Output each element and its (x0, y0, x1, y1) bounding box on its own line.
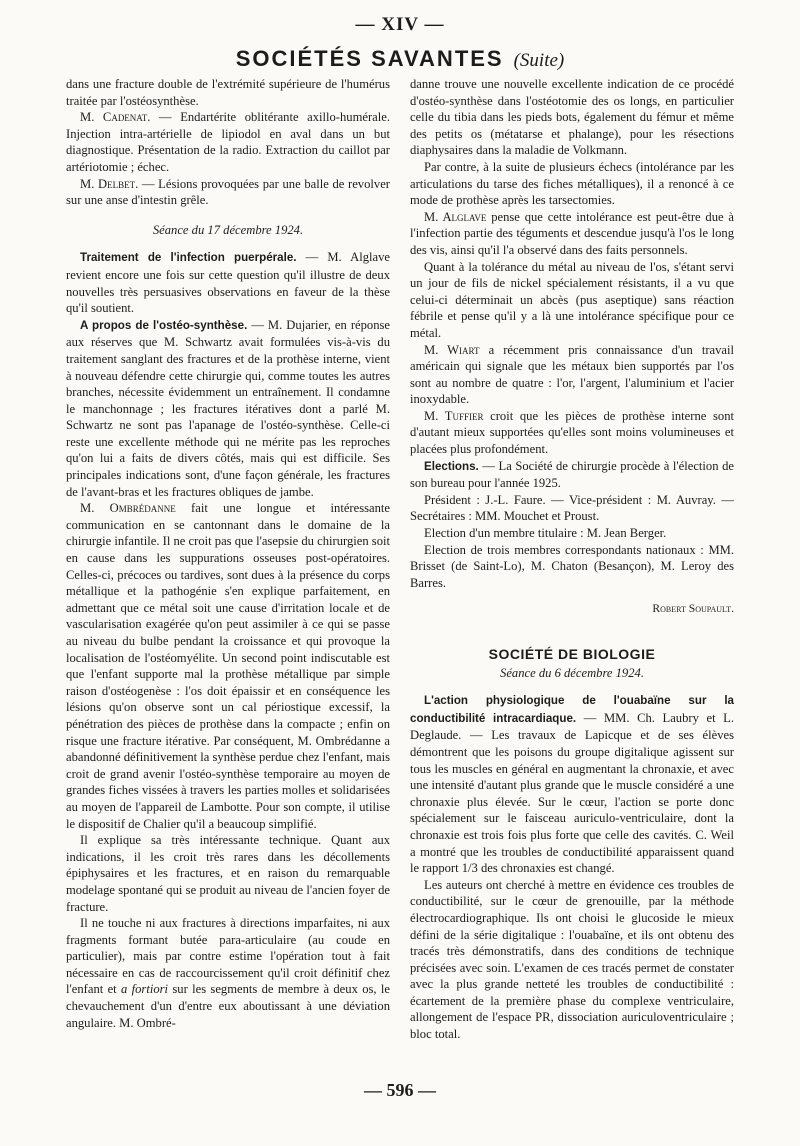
run-in-heading: Traitement de l'infection puerpérale. (80, 251, 297, 265)
paragraph: Les auteurs ont cherché à mettre en évidence ces troubles de conductibilité, sur le cœur de grenouille, par la méthode électrocardiographique. Ils ont choisi le glucoside le mieux défini de la série digitalique : l'ouabaïne, et ils ont obtenu des tracés très démonstratifs, dans des conditions de technique précisées avec soin. L'examen de ces tracés permet de constater avec la plus grande netteté les troubles de conductibilité : écartement de la première phase du complexe ventriculaire, allongement de l'espace PR, dissociation auriculoventriculaire ; bloc total. (410, 877, 734, 1042)
paragraph-elections (410, 458, 734, 492)
paragraph-text: — M. Alglave revient encore une fois sur cette question qu'il illustre de deux nouvelles très persuasives observations en faveur de la thèse qu'il soutient. (66, 250, 390, 316)
run-in-heading: A propos de l'ostéo-synthèse. (80, 318, 248, 332)
section-title: SOCIÉTÉ DE BIOLOGIE (488, 646, 656, 662)
paragraph-text: pense que cette intolérance est peut-être due à l'infection partie des téguments et descendue jusqu'à l'os le long des vis, ainsi qu'il l'a observé dans des faits personnels. (410, 209, 735, 257)
speaker-name: M. Ombrédanne (80, 501, 176, 516)
paragraph-wiart (410, 342, 734, 408)
left-column (66, 76, 390, 1031)
paragraph-text: fait une longue et intéressante communication en se cantonnant dans le domaine de la chirurgie infantile. Il ne croit pas que l'asepsie du chirurgien soit en cause dans les suppurations osseuses post-opératoires. Celles-ci, précoces ou tardives, sont dues à la présence du corps métallique et la pathogénie s'en explique parfaitement, en admettant que ce métal soit une cause d'irritation locale et de vascularisation exagérée qu'on peut assimiler à ce qui se passe au niveau du bulbe pendant la croissance et qui provoque la localisation de l'ostéomyélite. Un second point indiscutable est que l'enfant supporte mal la prothèse métallique par simple raison d'ostéogenèse : l'os doit épaissir et en conséquence les lésions qu'on observe sont un cal périostique excessif, la pénétration des pièces de prothèse dans la compacte ; enfin on risque une fracture itérative. Par conséquent, M. Ombrédanne a abandonné définitivement la synthèse perdue chez l'enfant, mais croit de grand avenir l'ostéo-synthèse temporaire au moyen de grandes fiches vissées à travers les parties molles et solidarisées au moyen de l'appareil de Lambotte. Pour son compte, il utilise le dispositif de Chalier qu'il a beaucoup simplifié. (66, 501, 390, 831)
page-number: — 596 — (364, 1080, 436, 1100)
paragraph-text: — La Société de chirurgie procède à l'élection de son bureau pour l'année 1925. (410, 458, 734, 491)
paragraph-text: — MM. Ch. Laubry et L. Deglaude. — Les travaux de Lapicque et de ses élèves démontrent que les poisons du groupe digitalique agissent sur tous les muscles en général en augmentant la chronaxie, et avec une intensité d'autant plus grande que le muscle considéré a une chronaxie plus élevée. Sur le cœur, l'action se porte donc spécialement sur le faisceau auriculo-ventriculaire, dont la chronaxie est trois fois plus forte que celle des cavités. C. Weil a montré que les troubles de conductibilité apparaissent quand le rapport 1/3 des chronaxies est changé. (410, 710, 735, 876)
paragraph-tuffier (410, 408, 734, 458)
paragraph-cadenat (66, 109, 390, 175)
paragraph: Quant à la tolérance du métal au niveau de l'os, s'étant servi un jour de fils de nickel spécialement résistants, il a vu que celui-ci déterminait un abcès (pus aseptique) sans réaction fébrile et pense qu'il y a là une intolérance spécifique pour ce métal. (410, 259, 734, 340)
paragraph-text: sur les segments de membre à deux os, le chevauchement d'un d'entre eux aboutissant à une déviation angulaire. M. Ombré- (66, 982, 390, 1030)
speaker-name: M. Delbet. (80, 176, 139, 191)
paragraph-titulaire: Election d'un membre titulaire : M. Jean Berger. (424, 526, 667, 541)
run-in-heading: L'action physiologique de l'ouabaïne sur la conductibilité intracardiaque. (410, 694, 734, 725)
author-signature: Robert Soupault. (652, 602, 734, 616)
paragraph-alglave (410, 209, 734, 259)
paragraph: Par contre, à la suite de plusieurs échecs (intolérance par les articulations du tarse des fiches métalliques), il a renoncé à ce mode de prothèse après les tarsectomies. (410, 159, 734, 208)
paragraph-correspondants: Election de trois membres correspondants nationaux : MM. Brisset (de Saint-Lo), M. Chaton (Besançon), M. Leroy des Barres. (410, 542, 734, 590)
paragraph: dans une fracture double de l'extrémité supérieure de l'humérus traitée par l'ostéosynthèse. (66, 77, 390, 108)
paragraph-ouabaine (410, 692, 734, 877)
paragraph-text: — Lésions provoquées par une balle de revolver sur une anse d'intestin grêle. (66, 176, 390, 208)
speaker-name: M. Cadenat. (80, 110, 151, 125)
session-date: Séance du 17 décembre 1924. (152, 222, 304, 237)
header-title: SOCIÉTÉS SAVANTES (235, 46, 504, 71)
page-roman-numeral: — XIV — (355, 14, 445, 35)
run-in-heading: Elections. (424, 459, 479, 473)
header-suite: (Suite) (513, 50, 565, 71)
speaker-name: M. Tuffier (424, 408, 484, 423)
paragraph-text: croit que les pièces de prothèse interne sont d'autant mieux supportées qu'elles sont moins volumineuses et placées plus profondément. (410, 408, 734, 457)
paragraph-osteosynthese (66, 317, 390, 501)
paragraph-text: — M. Dujarier, en réponse aux réserves que M. Schwartz avait formulées vis-à-vis du traitement sanglant des fractures et de la prothèse interne, vient à nouveau défendre cette chirurgie qui, comme toutes les autres branches, nécessite évidemment un entraînement. Il condamne le manchonnage ; les fractures itératives dont a parlé M. Schwartz ne sont pas l'apanage de l'ostéo-synthèse. Celle-ci reste une excellente méthode qui ne mérite pas les reproches qu'on lui a faits de divers côtés, mais qui est difficile. Ses principales indications sont, d'une façon générale, les fractures de l'avant-bras et les fractures obliques de jambe. (66, 317, 390, 499)
paragraph-text: a récemment pris connaissance d'un travail américain qui signale que les métaux bien supportés par l'os sont au nombre de quatre : l'or, l'argent, l'aluminium et l'acier inoxydable. (410, 342, 734, 407)
paragraph: Il explique sa très intéressante technique. Quant aux indications, il les croit très rares dans les décollements épiphysaires et les fractures, et en raison du remarquable modelage spontané qui se produit au niveau de l'ancien foyer de fracture. (66, 833, 390, 914)
speaker-name: M. Wiart (424, 342, 480, 357)
running-header (0, 46, 800, 72)
speaker-name: M. Alglave (424, 209, 487, 224)
paragraph-bureau: Président : J.-L. Faure. — Vice-président : M. Auvray. — Secrétaires : MM. Mouchet et Proust. (410, 492, 734, 524)
paragraph-ombredanne (66, 500, 390, 832)
paragraph-delbet (66, 176, 390, 209)
emphasis: a fortiori (121, 982, 169, 997)
right-column (410, 76, 734, 1043)
paragraph-text: Il ne touche ni aux fractures à directions imparfaites, ni aux fragments formant butée para-articulaire (au coude en particulier), mais par contre estime l'opération tout à fait nécessaire en cas de raccourcissement qu'il croit définitif chez l'enfant et (66, 916, 390, 997)
paragraph (66, 915, 390, 1031)
paragraph-puerperale (66, 249, 390, 316)
paragraph: danne trouve une nouvelle excellente indication de ce procédé d'ostéo-synthèse dans l'ostéotomie des os longs, en particulier celle du tibia dans les pieds bots, également du fémur et même des petits os (métatarse et phalange), pour les résections diaphysaires dans la maladie de Volkmann. (410, 77, 734, 158)
paragraph-text: — Endartérite oblitérante axillo-humérale. Injection intra-artérielle de lipiodol en aval dans un but diagnostique. Présentation de la radio. Extraction du caillot par artériotomie ; échec. (66, 110, 390, 174)
session-date: Séance du 6 décembre 1924. (500, 665, 644, 680)
